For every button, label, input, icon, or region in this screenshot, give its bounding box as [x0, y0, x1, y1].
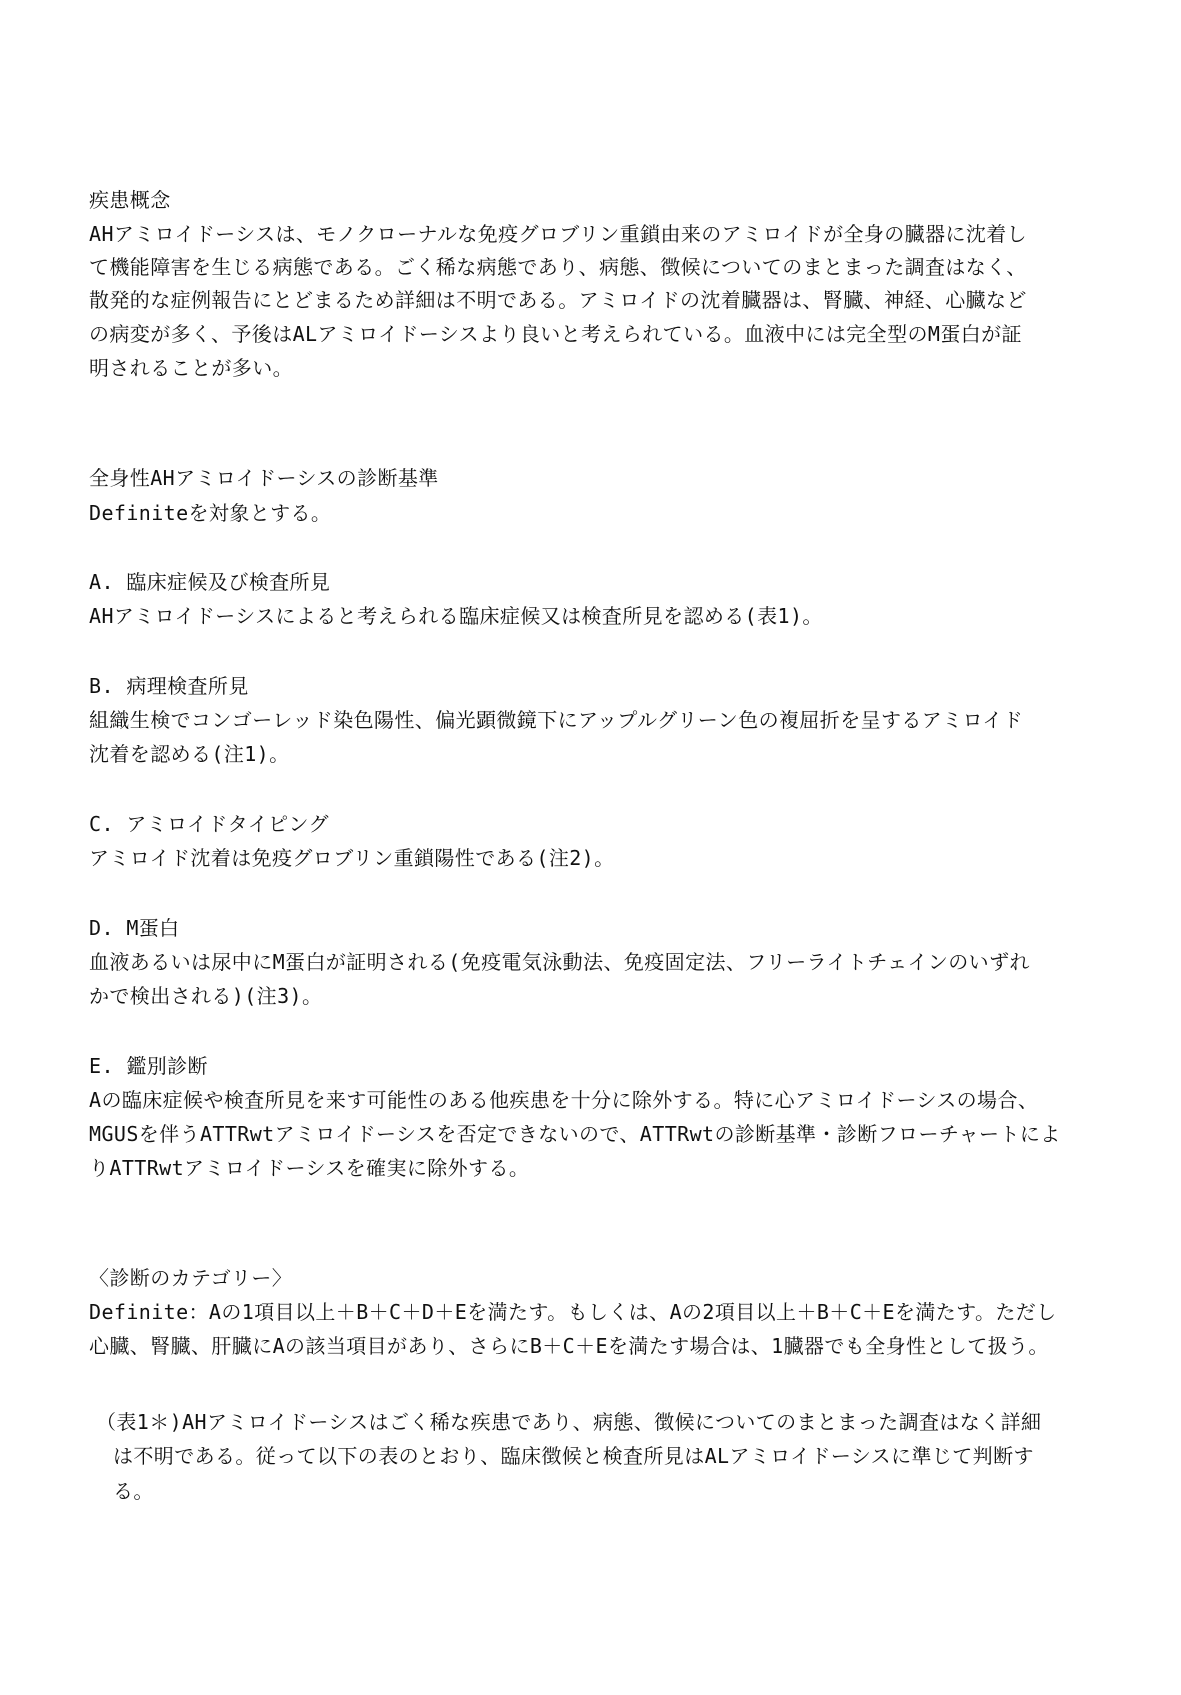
section-e-line: MGUSを伴うATTRwtアミロイドーシスを否定できないので、ATTRwtの診断基準・診断フローチャートによ [89, 1122, 1061, 1146]
concept-line: て機能障害を生じる病態である。ごく稀な病態であり、病態、徴候についてのまとまった調査はなく、 [89, 255, 1027, 279]
section-e-line: りATTRwtアミロイドーシスを確実に除外する。 [89, 1156, 530, 1180]
category-heading: 〈診断のカテゴリー〉 [89, 1266, 293, 1290]
section-d-line: 血液あるいは尿中にM蛋白が証明される(免疫電気泳動法、免疫固定法、フリーライトチェインのいずれ [89, 950, 1030, 974]
section-b-line: 沈着を認める(注1)。 [89, 742, 290, 766]
section-a-line: AHアミロイドーシスによると考えられる臨床症候又は検査所見を認める(表1)。 [89, 604, 823, 628]
section-d-title: D. M蛋白 [89, 916, 180, 940]
section-e-title: E. 鑑別診断 [89, 1054, 208, 1078]
concept-line: 散発的な症例報告にとどまるため詳細は不明である。アミロイドの沈着臓器は、腎臓、神経、心臓など [89, 288, 1027, 312]
concept-heading: 疾患概念 [89, 188, 171, 212]
section-b-line: 組織生検でコンゴーレッド染色陽性、偏光顕微鏡下にアップルグリーン色の複屈折を呈するアミロイド [89, 708, 1024, 732]
note-line: （表1＊)AHアミロイドーシスはごく稀な疾患であり、病態、徴候についてのまとまった調査はなく詳細 [96, 1410, 1042, 1434]
criteria-target: Definiteを対象とする。 [89, 501, 332, 525]
concept-line: AHアミロイドーシスは、モノクローナルな免疫グロブリン重鎖由来のアミロイドが全身の臓器に沈着し [89, 222, 1028, 246]
concept-line: 明されることが多い。 [89, 356, 293, 380]
note-line: は不明である。従って以下の表のとおり、臨床徴候と検査所見はALアミロイドーシスに準じて判断す [113, 1444, 1034, 1468]
section-b-title: B. 病理検査所見 [89, 674, 249, 698]
category-line: 心臓、腎臓、肝臓にAの該当項目があり、さらにB＋C＋Eを満たす場合は、1臓器でも全身性として扱う。 [89, 1334, 1049, 1358]
criteria-heading: 全身性AHアミロイドーシスの診断基準 [89, 466, 439, 490]
section-a-title: A. 臨床症候及び検査所見 [89, 570, 331, 594]
section-e-line: Aの臨床症候や検査所見を来す可能性のある他疾患を十分に除外する。特に心アミロイドーシスの場合、 [89, 1088, 1039, 1112]
section-c-title: C. アミロイドタイピング [89, 812, 329, 836]
concept-line: の病変が多く、予後はALアミロイドーシスより良いと考えられている。血液中には完全型のM蛋白が証 [89, 322, 1022, 346]
section-d-line: かで検出される)(注3)。 [89, 984, 323, 1008]
category-line: Definite：Aの1項目以上＋B＋C＋D＋Eを満たす。もしくは、Aの2項目以上＋B＋C＋Eを満たす。ただし [89, 1300, 1057, 1324]
note-line: る。 [113, 1479, 154, 1503]
section-c-line: アミロイド沈着は免疫グロブリン重鎖陽性である(注2)。 [89, 846, 615, 870]
